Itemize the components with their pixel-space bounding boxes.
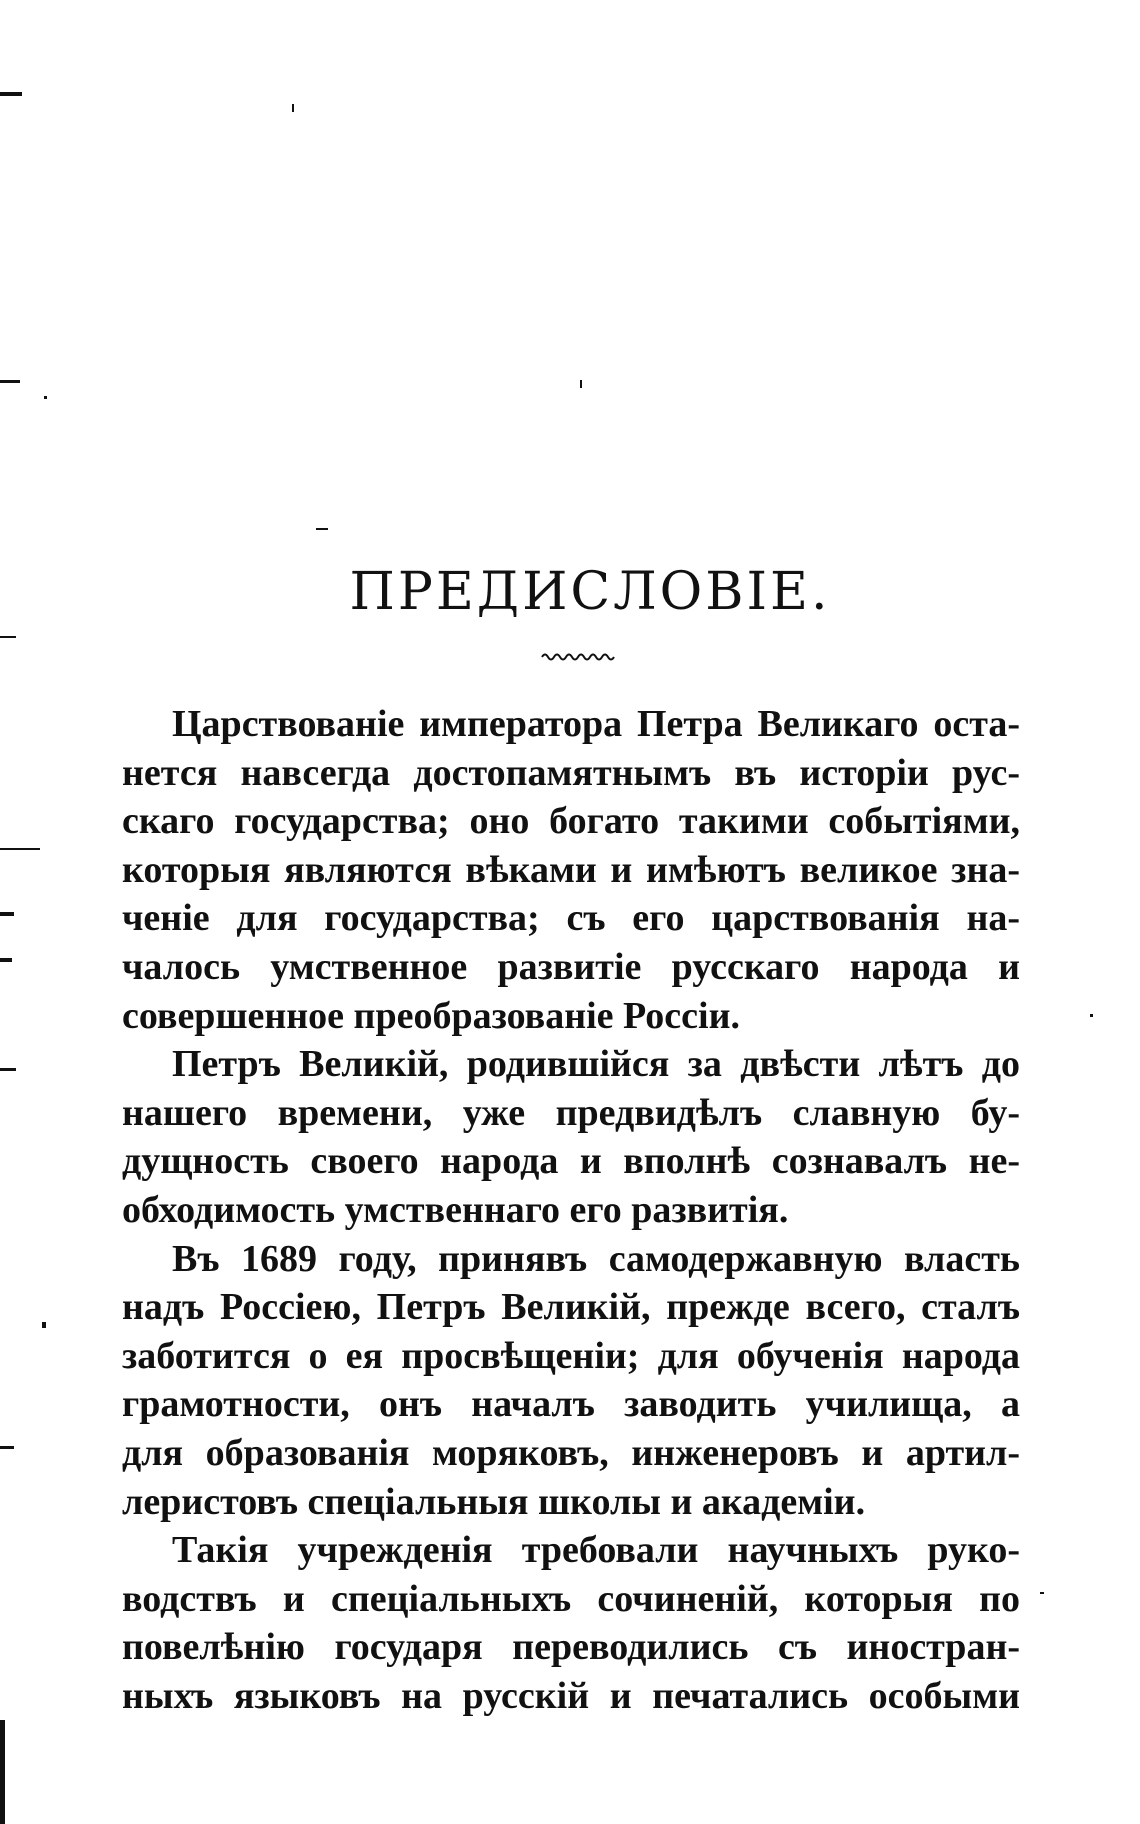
paragraph bbox=[122, 700, 1020, 1040]
text-line: для образованія моряковъ, инженеровъ и артил- bbox=[122, 1431, 1020, 1474]
text-line: скаго государства; оно богато такими событіями, bbox=[122, 800, 1020, 843]
text-line: которыя являются вѣками и имѣютъ великое зна- bbox=[122, 848, 1020, 891]
scan-speck bbox=[0, 380, 20, 383]
text-line: ныхъ языковъ на русскій и печатались особыми bbox=[122, 1674, 1020, 1717]
paragraph bbox=[122, 1526, 1020, 1720]
text-line: Петръ Великій, родившійся за двѣсти лѣтъ до bbox=[172, 1043, 1020, 1086]
text-line: обходимость умственнаго его развитія. bbox=[122, 1188, 789, 1231]
scan-speck bbox=[0, 1446, 14, 1449]
scan-speck bbox=[0, 1720, 5, 1824]
scan-speck bbox=[0, 636, 16, 638]
text-line: чалось умственное развитіе русскаго народа и bbox=[122, 945, 1020, 988]
text-line: надъ Россіею, Петръ Великій, прежде всего, сталъ bbox=[122, 1286, 1020, 1329]
text-line: дущность своего народа и вполнѣ сознавалъ не- bbox=[122, 1140, 1020, 1183]
scan-speck bbox=[0, 958, 12, 962]
scan-speck bbox=[44, 396, 47, 399]
text-line: нется навсегда достопамятнымъ въ исторіи рус- bbox=[122, 751, 1020, 794]
text-line: повелѣнію государя переводились съ иностран- bbox=[122, 1626, 1020, 1669]
text-line: ченіе для государства; съ его царствованія на- bbox=[122, 897, 1020, 940]
text-line: водствъ и спеціальныхъ сочиненій, которыя по bbox=[122, 1577, 1020, 1620]
wavy-rule-ornament-icon bbox=[540, 650, 616, 662]
text-line: Царствованіе императора Петра Великаго оста- bbox=[172, 703, 1020, 745]
text-line: совершенное преобразованіе Россіи. bbox=[122, 994, 740, 1037]
text-line: заботится о ея просвѣщеніи; для обученія народа bbox=[122, 1334, 1020, 1377]
scan-speck bbox=[316, 528, 328, 530]
text-line: грамотности, онъ началъ заводить училища, а bbox=[122, 1383, 1020, 1426]
scan-speck bbox=[0, 92, 22, 96]
text-line: Въ 1689 году, принявъ самодержавную власть bbox=[172, 1237, 1020, 1280]
paragraph bbox=[122, 1235, 1020, 1527]
scan-speck bbox=[1040, 1592, 1044, 1594]
scan-speck bbox=[0, 1068, 16, 1071]
page-title: ПРЕДИСЛОВІЕ. bbox=[349, 562, 831, 622]
text-line: нашего времени, уже предвидѣлъ славную бу- bbox=[122, 1091, 1020, 1134]
scan-speck bbox=[42, 1322, 46, 1328]
scan-speck bbox=[0, 848, 40, 850]
text-line: леристовъ спеціальныя школы и академіи. bbox=[122, 1480, 866, 1523]
paragraph bbox=[122, 1040, 1020, 1234]
scan-speck bbox=[580, 380, 582, 388]
preface-body bbox=[122, 700, 1020, 1720]
text-line: Такія учрежденія требовали научныхъ руко- bbox=[172, 1529, 1020, 1572]
scan-speck bbox=[292, 104, 294, 112]
scan-speck bbox=[1090, 1014, 1093, 1017]
scan-speck bbox=[0, 912, 14, 916]
